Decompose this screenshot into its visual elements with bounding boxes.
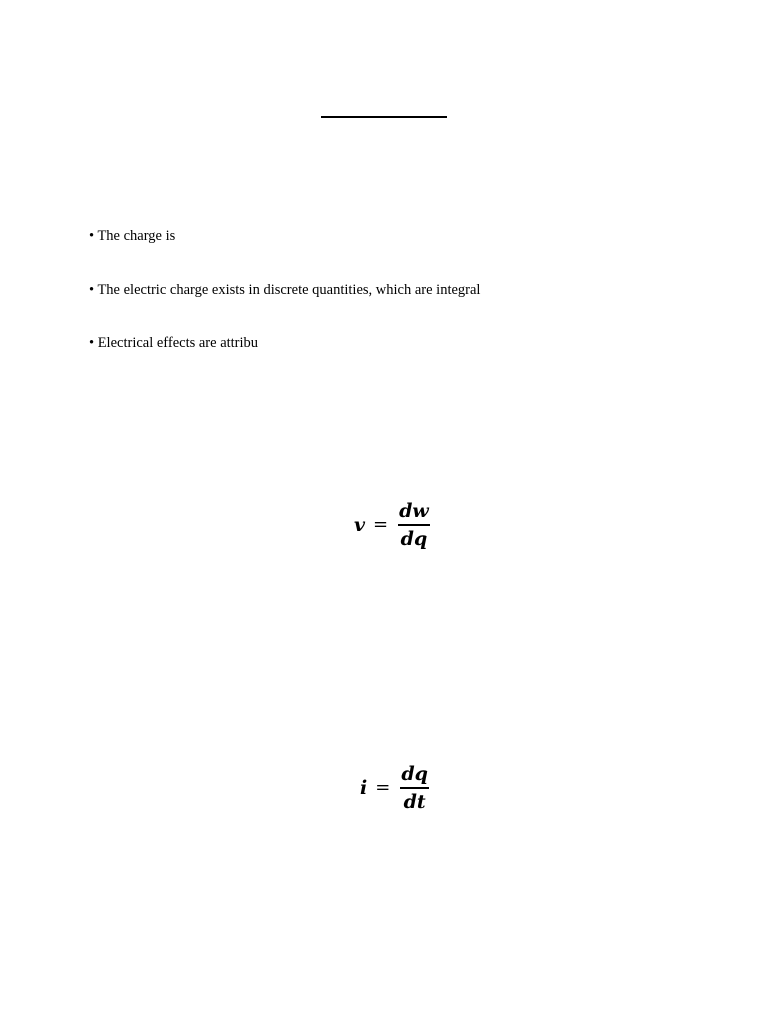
- current-numerator: dq: [401, 763, 428, 785]
- bullet-electrical-effects: • Electrical effects are attribu: [89, 335, 259, 351]
- equals-sign: =: [375, 777, 391, 799]
- current-equation: [360, 763, 429, 813]
- title-underline: [321, 116, 447, 118]
- bullet-charge: • The charge is: [89, 228, 176, 244]
- bullet-discrete-quantities: • The electric charge exists in discrete quantities, which are integral: [89, 282, 481, 298]
- current-fraction: [400, 763, 429, 813]
- voltage-symbol: v: [354, 513, 366, 536]
- voltage-denominator: dq: [400, 527, 428, 550]
- equals-sign: =: [373, 514, 389, 536]
- voltage-numerator: dw: [399, 500, 429, 522]
- voltage-equation: [354, 500, 430, 550]
- current-denominator: dt: [403, 790, 426, 813]
- current-symbol: i: [360, 776, 368, 799]
- voltage-fraction: [398, 500, 430, 550]
